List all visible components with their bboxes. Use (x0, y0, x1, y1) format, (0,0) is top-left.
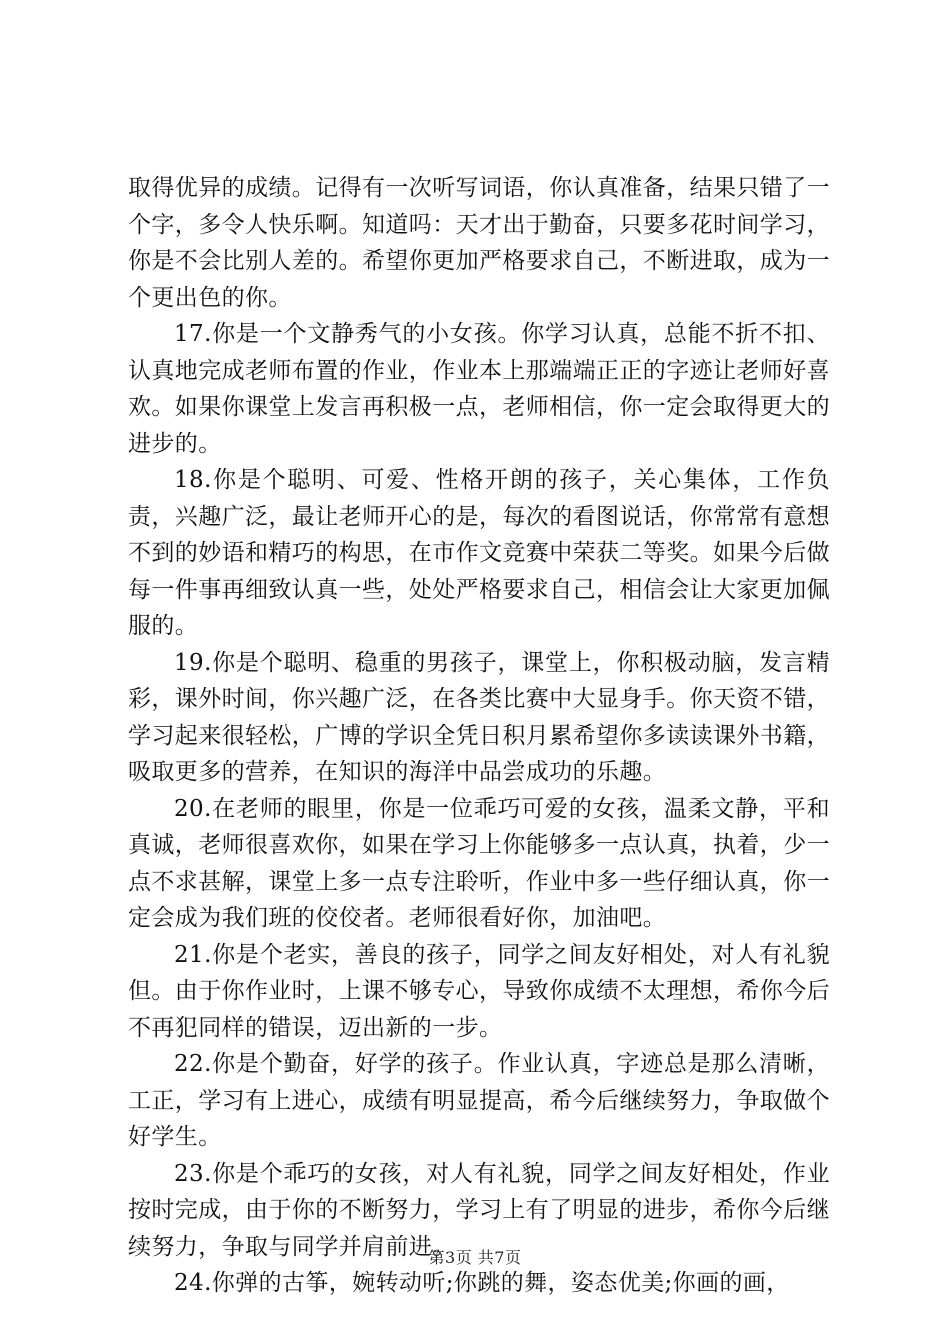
paragraph-comment-18: 18.你是个聪明、可爱、性格开朗的孩子，关心集体，工作负责，兴趣广泛，最让老师开心的是，每次的看图说话，你常常有意想不到的妙语和精巧的构思，在市作文竞赛中荣获二等奖。如果今后做每一件事再细致认真一些，处处严格要求自己，相信会让大家更加佩服的。 (128, 467, 830, 639)
paragraph-comment-22: 22.你是个勤奋，好学的孩子。作业认真，字迹总是那么清晰，工正，学习有上进心，成绩有明显提高，希今后继续努力，争取做个好学生。 (128, 1051, 830, 1150)
paragraph-comment-24: 24.你弹的古筝，婉转动听;你跳的舞，姿态优美;你画的画， (174, 1270, 790, 1296)
paragraph-comment-21: 21.你是个老实，善良的孩子，同学之间友好相处，对人有礼貌但。由于你作业时，上课不够专心，导致你成绩不太理想，希你今后不再犯同样的错误，迈出新的一步。 (128, 941, 830, 1041)
page-footer: 第3页 共7页 (428, 1248, 522, 1267)
paragraph-comment-20: 20.在老师的眼里，你是一位乖巧可爱的女孩，温柔文静，平和真诚，老师很喜欢你，如果在学习上你能够多一点认真，执着，少一点不求甚解，课堂上多一点专注聆听，作业中多一些仔细认真，你一定会成为我们班的佼佼者。老师很看好你，加油吧。 (128, 795, 830, 931)
paragraph-comment-19: 19.你是个聪明、稳重的男孩子，课堂上，你积极动脑，发言精彩，课外时间，你兴趣广泛，在各类比赛中大显身手。你天资不错，学习起来很轻松，广博的学识全凭日积月累希望你多读读课外书籍，吸取更多的营养，在知识的海洋中品尝成功的乐趣。 (128, 649, 830, 785)
paragraph-comment-23: 23.你是个乖巧的女孩，对人有礼貌，同学之间友好相处，作业按时完成，由于你的不断努力，学习上有了明显的进步，希你今后继续努力，争取与同学并肩前进。 (128, 1160, 830, 1260)
paragraph-continuation: 取得优异的成绩。记得有一次听写词语，你认真准备，结果只错了一个字，多令人快乐啊。知道吗：天才出于勤奋，只要多花时间学习，你是不会比别人差的。希望你更加严格要求自己，不断进取，成为一个更出色的你。 (128, 175, 830, 311)
document-body (128, 170, 830, 1302)
paragraph-comment-17: 17.你是一个文静秀气的小女孩。你学习认真，总能不折不扣、认真地完成老师布置的作业，作业本上那端端正正的字迹让老师好喜欢。如果你课堂上发言再积极一点，老师相信，你一定会取得更大的进步的。 (128, 321, 830, 457)
